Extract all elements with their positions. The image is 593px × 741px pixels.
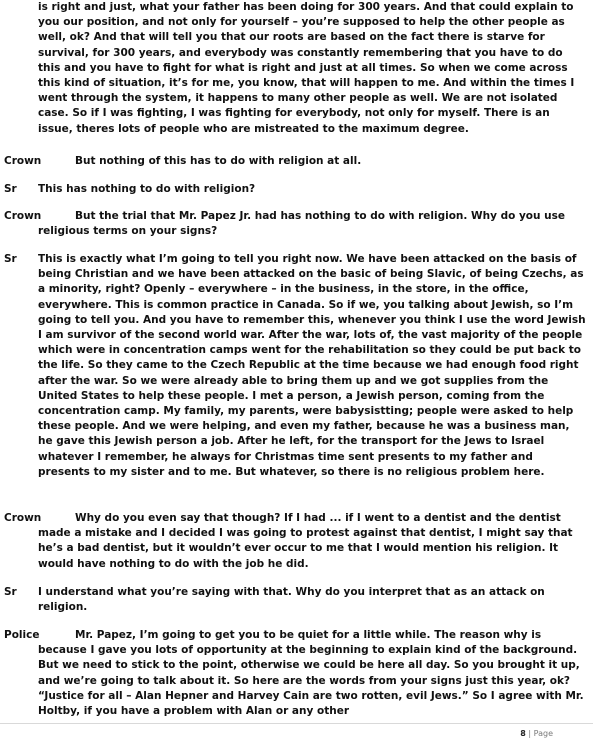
page-number: 8 (520, 729, 526, 738)
dialogue-text: Mr. Papez, I’m going to get you to be quiet for a little while. The reason why is because I gave you lots of opportunity at the beginning to explain kind of the background. But we need to stick to the point, otherwise we could be here all day. So you brought it up, and we’re going to talk about it. So here are the words from your signs just this year, ok? “Justice for all – Alan Hepner and Harvey Cain are two rotten, evil Jews.” So I agree with Mr. Holtby, if you have a problem with Alan or any other (38, 629, 584, 718)
speaker-label: Sr (4, 183, 17, 195)
speaker-label: Crown (4, 155, 42, 167)
speaker-label: Sr (4, 253, 17, 265)
speaker-label: Crown (4, 512, 42, 524)
dialogue-text: This has nothing to do with religion? (38, 183, 256, 195)
footer-separator: | (528, 729, 532, 738)
page-label: Page (533, 729, 553, 738)
dialogue-text: This is exactly what I’m going to tell you right now. We have been attacked on the basis of being Christian and we have been attacked on the basic of being Slavic, of being Czechs, as a minority, right? Openly – everywhere – in the business, in the store, in the office, everywhere. This is common practice in Canada. So if we, you talking about Jewish, so I’m going to tell you. And you have to remember this, whenever you think I use the word Jewish I am survivor of the second world war. After the war, lots of, the vast majority of the people which were in concentration camps went for the rehabilitation so they could be put back to the life. So they came to the Czech Republic at the time because we had enough food right after the war. So we were already able to bring them up and we got supplies from the United States to help these people. I met a person, a Jewish person, coming from the concentration camp. My family, my parents, were babysistting; people were asked to help these people. And we were helping, and even my father, because he was a business man, he gave this Jewish person a job. After he left, for the transport for the Jews to Israel whatever I remember, he always for Christmas time sent presents to my father and presents to my sister and to me. But whatever, so there is no religious problem here. (38, 253, 586, 478)
dialogue-entry-sr-2 (4, 252, 586, 480)
footer-divider (0, 723, 593, 724)
dialogue-text: I understand what you’re saying with that. Why do you interpret that as an attack on religion. (38, 586, 545, 614)
speaker-label: Sr (4, 586, 17, 598)
dialogue-text: Why do you even say that though? If I had ... if I went to a dentist and the dentist made a mistake and I decided I was going to protest against that dentist, I might say that he’s a bad dentist, but it wouldn’t ever occur to me that I would mention his religion. It would have nothing to do with the job he did. (38, 512, 573, 570)
continuation-paragraph: is right and just, what your father has been doing for 300 years. And that could explain to you our position, and not only for yourself – you’re supposed to help the other people as well, ok? And that will tell you that our roots are based on the fact there is starve for survival, for 300 years, and everybody was constantly remembering that you have to do this and you have to fight for what is right and just at all times. So when we come across this kind of situation, it’s for me, you know, that will happen to me. And within the times I went through the system, it happens to many other people as well. We are not isolated case. So if I was fighting, I was fighting for everybody, not only for myself. There is an issue, theres lots of people who are mistreated to the maximum degree. (38, 1, 575, 135)
dialogue-entry-police-1 (4, 628, 586, 719)
speaker-label: Crown (4, 210, 42, 222)
dialogue-entry-sr-3 (4, 585, 586, 615)
dialogue-entry-crown-2 (4, 209, 586, 239)
dialogue-text: But nothing of this has to do with religion at all. (75, 155, 362, 167)
speaker-label: Police (4, 629, 40, 641)
dialogue-entry-crown-1 (4, 154, 586, 169)
dialogue-text: But the trial that Mr. Papez Jr. had has nothing to do with religion. Why do you use religious terms on your signs? (38, 210, 565, 238)
dialogue-entry-crown-3 (4, 511, 586, 572)
dialogue-entry-sr-1 (4, 182, 586, 197)
